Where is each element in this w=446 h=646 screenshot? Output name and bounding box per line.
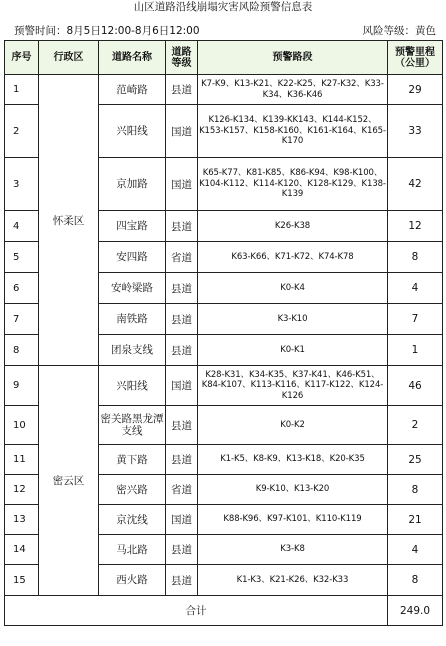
road-name: 密兴路 (99, 475, 166, 505)
warning-length: 33 (388, 105, 443, 158)
row-seq: 6 (5, 273, 39, 304)
warning-time-value: 8月5日12:00-8月6日12:00 (66, 25, 200, 37)
row-seq: 2 (5, 105, 39, 158)
warning-length: 1 (388, 335, 443, 366)
road-name: 马北路 (99, 535, 166, 565)
warning-sections: K0-K2 (198, 406, 388, 445)
warning-length: 42 (388, 158, 443, 211)
road-grade: 县道 (166, 445, 198, 475)
warning-length: 4 (388, 273, 443, 304)
warning-sections: K7-K9、K13-K21、K22-K25、K27-K32、K33-K34、K36-K46 (198, 75, 388, 105)
header-length: 预警里程（公里） (388, 41, 443, 75)
road-grade: 国道 (166, 505, 198, 535)
road-name: 黄下路 (99, 445, 166, 475)
district-cell: 怀柔区 (39, 75, 99, 366)
header-sections: 预警路段 (198, 41, 388, 75)
warning-length: 12 (388, 211, 443, 242)
row-seq: 9 (5, 366, 39, 406)
row-seq: 5 (5, 242, 39, 273)
warning-sections: K88-K96、K97-K101、K110-K119 (198, 505, 388, 535)
warning-length: 25 (388, 445, 443, 475)
road-name: 安四路 (99, 242, 166, 273)
warning-length: 46 (388, 366, 443, 406)
row-seq: 7 (5, 304, 39, 335)
warning-sections: K65-K77、K81-K85、K86-K94、K98-K100、K104-K112、K114-K120、K128-K129、K138-K139 (198, 158, 388, 211)
warning-length: 21 (388, 505, 443, 535)
warning-length: 29 (388, 75, 443, 105)
warning-length: 8 (388, 475, 443, 505)
warning-length: 4 (388, 535, 443, 565)
road-name: 西火路 (99, 565, 166, 596)
total-row (5, 596, 443, 626)
warning-sections: K126-K134、K139-KK143、K144-K152、K153-K157、K158-K160、K161-K164、K165-K170 (198, 105, 388, 158)
road-grade: 县道 (166, 535, 198, 565)
row-seq: 11 (5, 445, 39, 475)
row-seq: 15 (5, 565, 39, 596)
row-seq: 4 (5, 211, 39, 242)
row-seq: 13 (5, 505, 39, 535)
road-grade: 省道 (166, 242, 198, 273)
road-name: 密关路黑龙潭支线 (99, 406, 166, 445)
road-name: 范崎路 (99, 75, 166, 105)
header-road-name: 道路名称 (99, 41, 166, 75)
road-grade: 省道 (166, 475, 198, 505)
road-grade: 县道 (166, 406, 198, 445)
risk-level-label: 风险等级： (362, 25, 415, 37)
header-seq: 序号 (5, 41, 39, 75)
road-grade: 国道 (166, 366, 198, 406)
row-seq: 1 (5, 75, 39, 105)
header-road-grade: 道路等级 (166, 41, 198, 75)
road-grade: 县道 (166, 565, 198, 596)
risk-level (363, 24, 437, 38)
warning-length: 8 (388, 242, 443, 273)
warning-sections: K1-K3、K21-K26、K32-K33 (198, 565, 388, 596)
table-row (5, 366, 443, 406)
warning-sections: K3-K8 (198, 535, 388, 565)
warning-table (4, 40, 443, 626)
warning-sections: K28-K31、K34-K35、K37-K41、K46-K51、K84-K107、K113-K116、K117-K122、K124-K126 (198, 366, 388, 406)
warning-sections: K9-K10、K13-K20 (198, 475, 388, 505)
road-grade: 国道 (166, 105, 198, 158)
warning-sections: K3-K10 (198, 304, 388, 335)
road-grade: 县道 (166, 75, 198, 105)
row-seq: 14 (5, 535, 39, 565)
warning-sections: K26-K38 (198, 211, 388, 242)
total-value: 249.0 (388, 596, 443, 626)
table-row (5, 75, 443, 105)
row-seq: 12 (5, 475, 39, 505)
road-name: 安岭梁路 (99, 273, 166, 304)
road-grade: 国道 (166, 158, 198, 211)
warning-sections: K0-K4 (198, 273, 388, 304)
warning-sections: K63-K66、K71-K72、K74-K78 (198, 242, 388, 273)
total-label: 合计 (5, 596, 388, 626)
road-grade: 县道 (166, 335, 198, 366)
road-name: 南铁路 (99, 304, 166, 335)
road-name: 团泉支线 (99, 335, 166, 366)
road-name: 四宝路 (99, 211, 166, 242)
warning-time (14, 24, 200, 38)
warning-sections: K1-K5、K8-K9、K13-K18、K20-K35 (198, 445, 388, 475)
warning-sections: K0-K1 (198, 335, 388, 366)
road-grade: 县道 (166, 304, 198, 335)
warning-length: 8 (388, 565, 443, 596)
road-name: 兴阳线 (99, 366, 166, 406)
road-name: 兴阳线 (99, 105, 166, 158)
warning-time-label: 预警时间： (14, 25, 67, 37)
row-seq: 10 (5, 406, 39, 445)
road-grade: 县道 (166, 273, 198, 304)
page-title: 山区道路沿线崩塌灾害风险预警信息表 (133, 1, 313, 13)
warning-length: 2 (388, 406, 443, 445)
road-name: 京沈线 (99, 505, 166, 535)
district-cell: 密云区 (39, 366, 99, 596)
road-grade: 县道 (166, 211, 198, 242)
header-district: 行政区 (39, 41, 99, 75)
road-name: 京加路 (99, 158, 166, 211)
risk-level-value: 黄色 (415, 25, 436, 37)
warning-length: 7 (388, 304, 443, 335)
row-seq: 8 (5, 335, 39, 366)
row-seq: 3 (5, 158, 39, 211)
